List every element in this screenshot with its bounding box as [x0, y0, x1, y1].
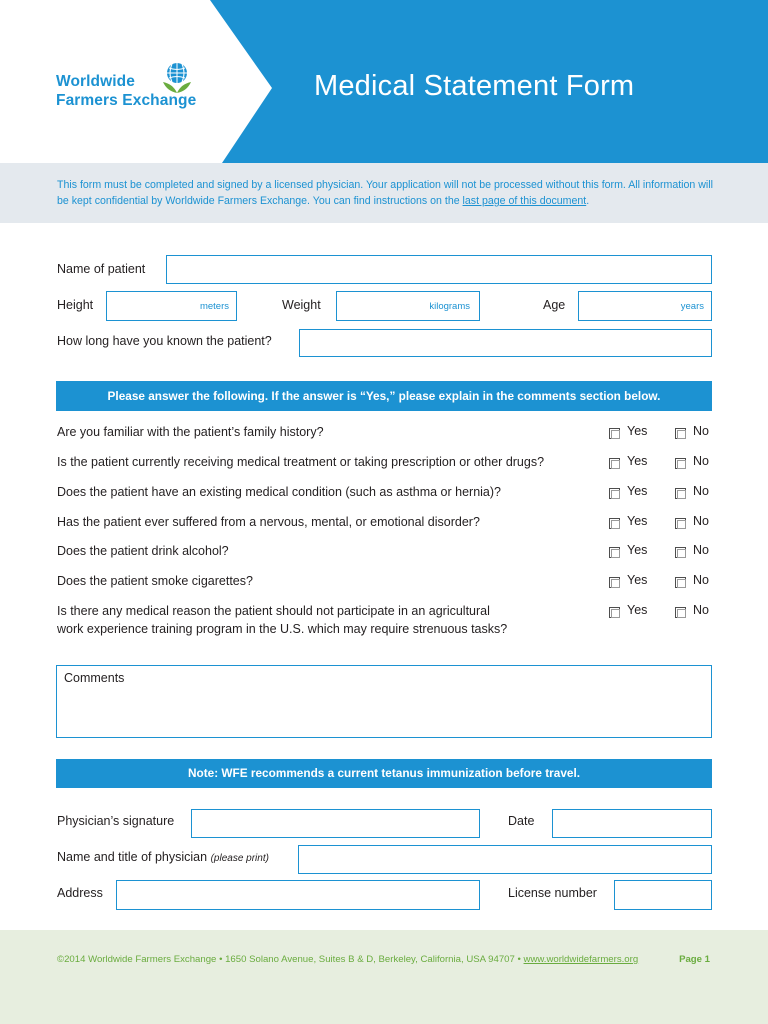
no-label: No: [693, 454, 709, 468]
question-text-continued: work experience training program in the U.S. which may require strenuous tasks?: [57, 622, 508, 636]
comments-field[interactable]: [56, 665, 712, 738]
license-number-label: License number: [508, 886, 597, 900]
yes-label: Yes: [627, 424, 648, 438]
address-label: Address: [57, 886, 103, 900]
footer-address: ©2014 Worldwide Farmers Exchange • 1650 Solano Avenue, Suites B & D, Berkeley, California, USA 94707 •: [57, 954, 524, 965]
question-text: Does the patient smoke cigarettes?: [57, 574, 253, 588]
question-text: Is there any medical reason the patient should not participate in an agricultural: [57, 604, 490, 618]
height-unit: meters: [199, 301, 229, 312]
yes-checkbox[interactable]: [609, 428, 620, 439]
height-label: Height: [57, 298, 94, 312]
yes-checkbox[interactable]: [609, 488, 620, 499]
known-patient-label: How long have you known the patient?: [57, 334, 272, 348]
weight-label: Weight: [282, 298, 321, 312]
no-checkbox[interactable]: [675, 488, 686, 499]
date-label: Date: [508, 814, 535, 828]
known-patient-field[interactable]: [299, 329, 712, 357]
yes-label: Yes: [627, 454, 648, 468]
yes-checkbox[interactable]: [609, 458, 620, 469]
yes-label: Yes: [627, 484, 648, 498]
yes-checkbox[interactable]: [609, 518, 620, 529]
weight-field[interactable]: [336, 291, 480, 321]
page-number: Page 1: [679, 954, 710, 965]
no-label: No: [693, 543, 709, 557]
comments-label: Comments: [64, 671, 125, 685]
no-checkbox[interactable]: [675, 428, 686, 439]
license-number-field[interactable]: [614, 880, 712, 910]
info-text-end: .: [586, 195, 590, 207]
question-text: Has the patient ever suffered from a nervous, mental, or emotional disorder?: [57, 515, 480, 529]
question-text: Does the patient drink alcohol?: [57, 544, 229, 558]
logo-line-2: Farmers Exchange: [56, 92, 197, 109]
wfe-logo[interactable]: [56, 60, 226, 120]
yes-label: Yes: [627, 603, 648, 617]
note-banner: Note: WFE recommends a current tetanus immunization before travel.: [56, 759, 712, 788]
no-checkbox[interactable]: [675, 458, 686, 469]
no-label: No: [693, 573, 709, 587]
page-title: Medical Statement Form: [314, 70, 635, 102]
no-checkbox[interactable]: [675, 607, 686, 618]
yes-checkbox[interactable]: [609, 577, 620, 588]
no-label: No: [693, 424, 709, 438]
info-text-main: This form must be completed and signed by a licensed physician. Your application will not be processed without this form. All information will be kept confidential by Worldwide Farmers Exchange. You can find instructions on the: [57, 179, 713, 207]
physician-name-title-text: Name and title of physician: [57, 850, 208, 864]
globe-leaf-icon: [159, 60, 195, 96]
yes-label: Yes: [627, 573, 648, 587]
date-field[interactable]: [552, 809, 712, 838]
yes-checkbox[interactable]: [609, 547, 620, 558]
physician-signature-label: Physician’s signature: [57, 814, 175, 828]
please-print-note: (please print): [210, 853, 269, 864]
website-link[interactable]: www.worldwidefarmers.org: [523, 954, 639, 965]
logo-line-1: Worldwide: [56, 73, 135, 90]
name-of-patient-label: Name of patient: [57, 262, 146, 276]
instructions-link[interactable]: last page of this document: [462, 195, 587, 207]
physician-signature-field[interactable]: [191, 809, 480, 838]
info-band: [0, 163, 768, 223]
age-unit: years: [680, 301, 704, 312]
no-label: No: [693, 603, 709, 617]
footer-text: [57, 954, 638, 965]
no-label: No: [693, 484, 709, 498]
yes-label: Yes: [627, 514, 648, 528]
no-checkbox[interactable]: [675, 547, 686, 558]
no-checkbox[interactable]: [675, 518, 686, 529]
physician-name-title-label: [57, 850, 269, 864]
weight-unit: kilograms: [429, 301, 470, 312]
age-label: Age: [543, 298, 566, 312]
question-text: Are you familiar with the patient’s family history?: [57, 425, 324, 439]
yes-label: Yes: [627, 543, 648, 557]
questions-banner: Please answer the following. If the answer is “Yes,” please explain in the comments section below.: [56, 381, 712, 411]
name-of-patient-field[interactable]: [166, 255, 712, 284]
question-text: Is the patient currently receiving medical treatment or taking prescription or other drugs?: [57, 455, 545, 469]
address-field[interactable]: [116, 880, 480, 910]
physician-name-title-field[interactable]: [298, 845, 712, 874]
yes-checkbox[interactable]: [609, 607, 620, 618]
age-field[interactable]: [578, 291, 712, 321]
height-field[interactable]: [106, 291, 237, 321]
info-text: [57, 177, 727, 209]
page-header: [0, 0, 768, 163]
no-checkbox[interactable]: [675, 577, 686, 588]
question-text: Does the patient have an existing medical condition (such as asthma or hernia)?: [57, 485, 502, 499]
page-footer: [0, 930, 768, 1024]
no-label: No: [693, 514, 709, 528]
